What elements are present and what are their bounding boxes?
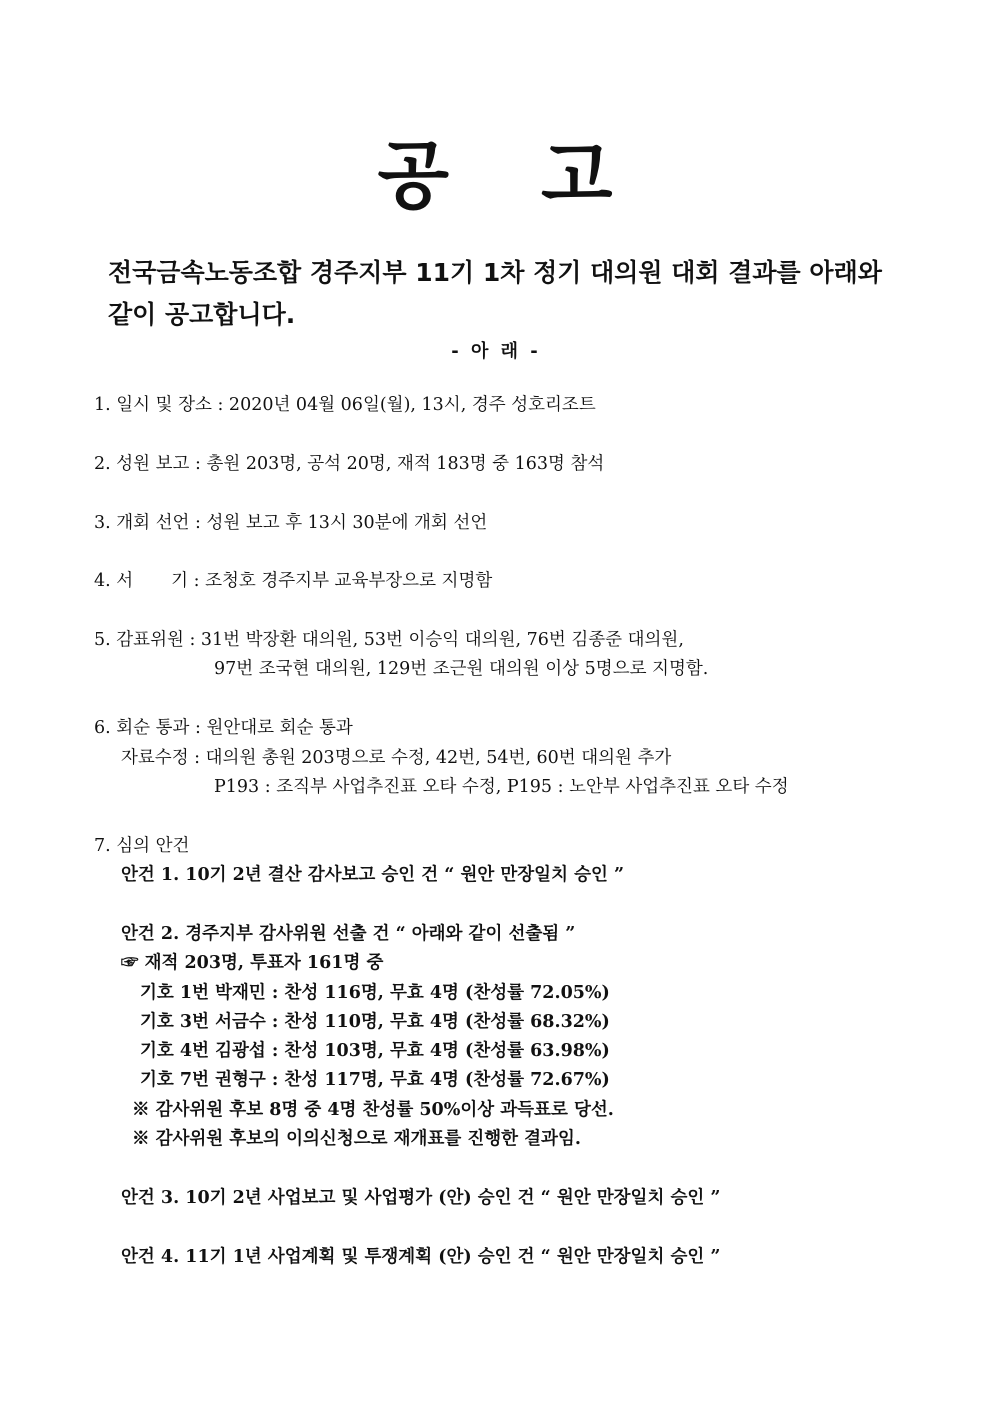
heading-line-2: 같이 공고합니다. [108, 300, 296, 329]
item-3: 3. 개회 선언 : 성원 보고 후 13시 30분에 개회 선언 [94, 513, 488, 533]
item-6-line-1: 6. 회순 통과 : 원안대로 회순 통과 [94, 718, 353, 738]
agenda-4: 안건 4. 11기 1년 사업계획 및 투쟁계획 (안) 승인 건 “ 원안 만장일치 승인 ” [121, 1247, 721, 1267]
item-6-line-3: P193 : 조직부 사업추진표 오타 수정, P195 : 노안부 사업추진표 오타 수정 [214, 777, 789, 797]
note-1: ※ 감사위원 후보 8명 중 4명 찬성률 50%이상 과득표로 당선. [132, 1100, 614, 1120]
agenda-2: 안건 2. 경주지부 감사위원 선출 건 “ 아래와 같이 선출됨 ” [121, 924, 576, 944]
vote-summary: ☞ 재적 203명, 투표자 161명 중 [121, 953, 384, 973]
item-5-line-2: 97번 조국현 대의원, 129번 조근원 대의원 이상 5명으로 지명함. [214, 659, 709, 679]
item-5-line-1: 5. 감표위원 : 31번 박장환 대의원, 53번 이승익 대의원, 76번 김종준 대의원, [94, 630, 684, 650]
agenda-3: 안건 3. 10기 2년 사업보고 및 사업평가 (안) 승인 건 “ 원안 만장일치 승인 ” [121, 1188, 721, 1208]
title-part-1: 공 [377, 133, 451, 219]
item-4 [94, 568, 492, 594]
note-2: ※ 감사위원 후보의 이의신청으로 재개표를 진행한 결과임. [132, 1129, 581, 1149]
item-4-text: 기 : 조청호 경주지부 교육부장으로 지명함 [171, 571, 493, 591]
item-6-line-2: 자료수정 : 대의원 총원 203명으로 수정, 42번, 54번, 60번 대의원 추가 [121, 748, 672, 768]
page-title [0, 128, 992, 224]
item-2: 2. 성원 보고 : 총원 203명, 공석 20명, 재적 183명 중 163명 참석 [94, 454, 605, 474]
agenda-1: 안건 1. 10기 2년 결산 감사보고 승인 건 “ 원안 만장일치 승인 ” [121, 865, 625, 885]
candidate-row: 기호 1번 박재민 : 찬성 116명, 무효 4명 (찬성률 72.05%) [140, 983, 610, 1003]
heading-line-1: 전국금속노동조합 경주지부 11기 1차 정기 대의원 대회 결과를 아래와 [108, 258, 882, 287]
item-4-label: 4. 서 [94, 571, 134, 591]
candidate-row: 기호 7번 권형구 : 찬성 117명, 무효 4명 (찬성률 72.67%) [140, 1070, 610, 1090]
item-1: 1. 일시 및 장소 : 2020년 04월 06일(월), 13시, 경주 성호리조트 [94, 395, 596, 415]
title-part-2: 고 [541, 133, 615, 219]
subtitle: - 아 래 - [451, 341, 541, 362]
item-7: 7. 심의 안건 [94, 836, 190, 856]
candidate-row: 기호 3번 서금수 : 찬성 110명, 무효 4명 (찬성률 68.32%) [140, 1012, 610, 1032]
candidate-row: 기호 4번 김광섭 : 찬성 103명, 무효 4명 (찬성률 63.98%) [140, 1041, 610, 1061]
